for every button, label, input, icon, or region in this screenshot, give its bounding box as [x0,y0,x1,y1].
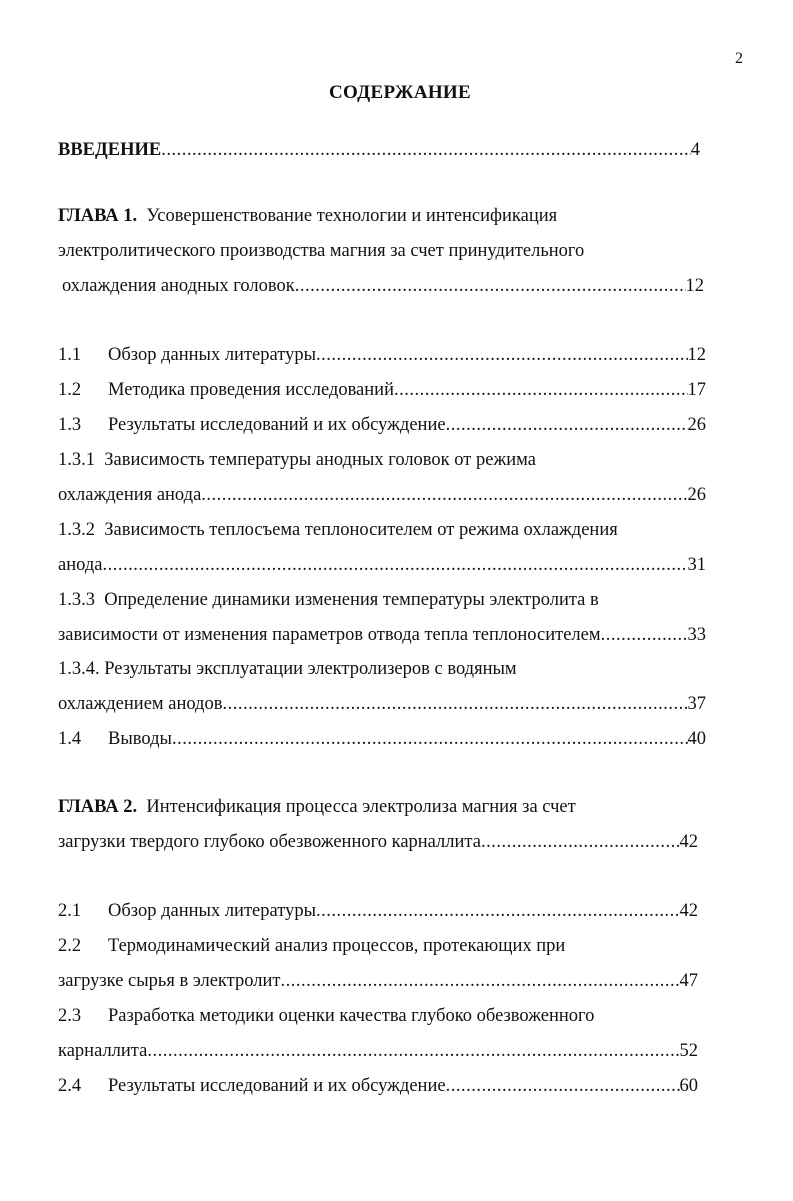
toc-entry-2-2[interactable] [58,969,698,993]
toc-page: 26 [687,485,706,505]
page-title: СОДЕРЖАНИЕ [329,82,471,103]
toc-page: 40 [687,729,706,749]
toc-entry-chapter1[interactable] [62,274,704,298]
toc-page: 47 [679,971,698,991]
chapter1-title-line2: электролитического производства магния за счет принудительного [58,241,585,261]
toc-page: 52 [679,1041,698,1061]
chapter2-heading: ГЛАВА 2. [58,797,138,817]
toc-label: охлаждением анодов [58,694,223,714]
toc-entry-1-2[interactable] [58,378,706,402]
toc-entry-1-3-4-line1[interactable]: 1.3.4. Результаты эксплуатации электролизеров с водяным [58,659,517,679]
chapter1-line1[interactable] [58,204,698,228]
toc-label: карналлита [58,1041,148,1061]
leader-dots [601,623,688,647]
toc-label: Обзор данных литературы [108,345,317,365]
toc-label: анода [58,555,103,575]
toc-entry-intro[interactable] [58,138,700,162]
section-number: 1.2 [58,380,82,400]
toc-page: 12 [687,345,706,365]
toc-label-line1: Разработка методики оценки качества глубоко обезвоженного [108,1006,595,1026]
toc-entry-1-3-3-line1[interactable]: 1.3.3 Определение динамики изменения температуры электролита в [58,590,599,610]
toc-entry-1-4[interactable] [58,727,706,751]
toc-label: охлаждения анода [58,485,202,505]
toc-label: Методика проведения исследований [108,380,394,400]
toc-entry-1-3[interactable] [58,413,706,437]
section-number: 2.3 [58,1006,82,1026]
toc-page: 37 [687,694,706,714]
section-number: 1.3 [58,415,82,435]
page-number: 2 [735,50,743,67]
toc-entry-1-3-1-line1[interactable]: 1.3.1 Зависимость температуры анодных головок от режима [58,450,536,470]
leader-dots [201,483,687,507]
section-number: 1.1 [58,345,82,365]
leader-dots [280,969,679,993]
toc-label: загрузке сырья в электролит [58,971,281,991]
leader-dots [446,413,688,437]
toc-label: охлаждения анодных головок [62,276,295,296]
toc-label: Выводы [108,729,172,749]
toc-entry-1-3-3[interactable] [58,623,706,647]
toc-entry-2-2-line1[interactable] [58,934,698,958]
toc-page: 42 [679,832,698,852]
toc-label: загрузки твердого глубоко обезвоженного карналлита [58,832,481,852]
chapter2-title-line1: Интенсификация процесса электролиза магния за счет [146,797,576,817]
toc-page: 26 [687,415,706,435]
chapter1-title-line1: Усовершенствование технологии и интенсификация [146,206,558,226]
leader-dots [481,830,680,854]
toc-label: Результаты исследований и их обсуждение [108,415,446,435]
toc-page: 4 [690,140,700,160]
chapter1-heading: ГЛАВА 1. [58,206,138,226]
leader-dots [172,727,688,751]
toc-page: 31 [687,555,706,575]
leader-dots [316,343,687,367]
toc-page: 60 [679,1076,698,1096]
leader-dots [446,1074,680,1098]
toc-page: 17 [687,380,706,400]
toc-entry-2-1[interactable] [58,899,698,923]
chapter2-line1[interactable] [58,795,698,819]
toc-label: ВВЕДЕНИЕ [58,140,162,160]
toc-entry-1-3-2[interactable] [58,553,706,577]
section-number: 2.4 [58,1076,82,1096]
toc-page: 42 [679,901,698,921]
toc-label: зависимости от изменения параметров отвода тепла теплоносителем [58,625,601,645]
leader-dots [316,899,679,923]
leader-dots [295,274,686,298]
leader-dots [394,378,688,402]
toc-entry-1-3-1[interactable] [58,483,706,507]
section-number: 1.4 [58,729,82,749]
toc-page: 12 [685,276,704,296]
toc-entry-2-3-line1[interactable] [58,1004,698,1028]
toc-entry-1-3-4[interactable] [58,692,706,716]
toc-label-line1: Термодинамический анализ процессов, протекающих при [108,936,566,956]
toc-label: Результаты исследований и их обсуждение [108,1076,446,1096]
leader-dots [222,692,687,716]
toc-entry-chapter2[interactable] [58,830,698,854]
leader-dots [147,1039,679,1063]
toc-label: Обзор данных литературы [108,901,317,921]
section-number: 2.2 [58,936,82,956]
toc-entry-1-1[interactable] [58,343,706,367]
toc-entry-2-3[interactable] [58,1039,698,1063]
toc-entry-2-4[interactable] [58,1074,698,1098]
chapter1-line2 [58,239,698,263]
leader-dots [161,138,691,162]
section-number: 2.1 [58,901,82,921]
toc-page: 33 [687,625,706,645]
leader-dots [102,553,687,577]
toc-entry-1-3-2-line1[interactable]: 1.3.2 Зависимость теплосъема теплоносителем от режима охлаждения [58,520,618,540]
